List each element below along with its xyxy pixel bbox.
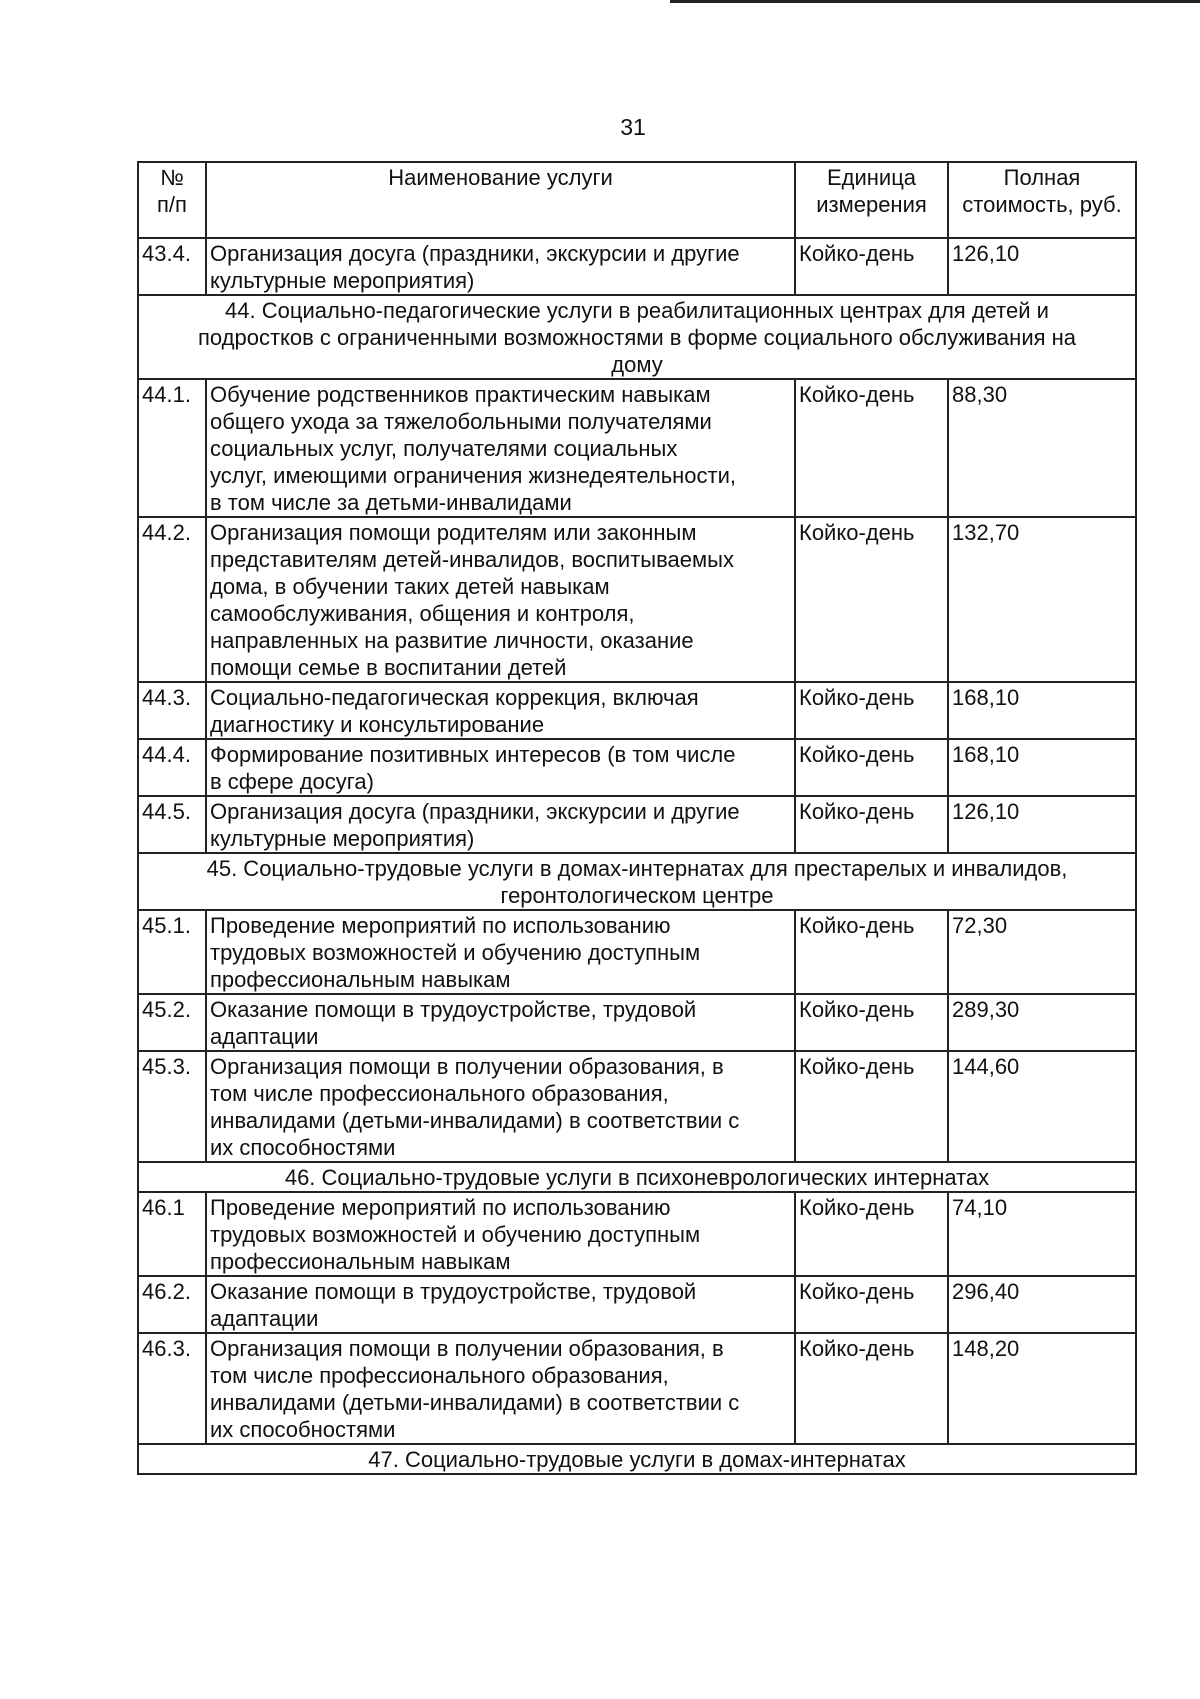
service-name-line: инвалидами (детьми-инвалидами) в соответствии с bbox=[210, 1390, 740, 1415]
service-name bbox=[206, 994, 795, 1051]
section-heading-line: 46. Социально-трудовые услуги в психоневрологических интернатах bbox=[284, 1165, 990, 1190]
unit-cell: Койко-день bbox=[795, 1192, 948, 1276]
service-name-line: дома, в обучении таких детей навыкам bbox=[210, 574, 610, 599]
row-number: 44.2. bbox=[138, 517, 206, 682]
service-name bbox=[206, 1192, 795, 1276]
service-name-line: социальных услуг, получателями социальных bbox=[210, 436, 678, 461]
unit-cell: Койко-день bbox=[795, 910, 948, 994]
service-name-line: культурные мероприятия) bbox=[210, 826, 475, 851]
cost-cell: 296,40 bbox=[948, 1276, 1136, 1333]
table-row bbox=[138, 739, 1136, 796]
unit-cell: Койко-день bbox=[795, 739, 948, 796]
row-number: 45.1. bbox=[138, 910, 206, 994]
service-name-line: диагностику и консультирование bbox=[210, 712, 545, 737]
row-number: 45.2. bbox=[138, 994, 206, 1051]
cost-cell: 168,10 bbox=[948, 739, 1136, 796]
service-name-line: Формирование позитивных интересов (в том числе bbox=[210, 742, 736, 767]
service-name-line: общего ухода за тяжелобольными получателями bbox=[210, 409, 712, 434]
row-number: 44.5. bbox=[138, 796, 206, 853]
row-number: 44.4. bbox=[138, 739, 206, 796]
service-name-line: профессиональным навыкам bbox=[210, 1249, 511, 1274]
unit-cell: Койко-день bbox=[795, 1276, 948, 1333]
table-row bbox=[138, 379, 1136, 517]
service-name-line: Оказание помощи в трудоустройстве, трудовой bbox=[210, 1279, 697, 1304]
service-name-line: том числе профессионального образования, bbox=[210, 1081, 669, 1106]
service-name bbox=[206, 739, 795, 796]
section-heading-line: 47. Социально-трудовые услуги в домах-интернатах bbox=[368, 1447, 906, 1472]
service-name-line: Организация досуга (праздники, экскурсии и другие bbox=[210, 241, 740, 266]
table-header-row bbox=[138, 162, 1136, 238]
table-row bbox=[138, 238, 1136, 295]
service-name bbox=[206, 910, 795, 994]
section-heading-row bbox=[138, 295, 1136, 379]
table-body bbox=[138, 162, 1136, 1474]
cost-cell: 126,10 bbox=[948, 796, 1136, 853]
service-name-line: инвалидами (детьми-инвалидами) в соответствии с bbox=[210, 1108, 740, 1133]
service-name-line: том числе профессионального образования, bbox=[210, 1363, 669, 1388]
header-unit bbox=[795, 162, 948, 238]
unit-cell: Койко-день bbox=[795, 796, 948, 853]
service-name-line: профессиональным навыкам bbox=[210, 967, 511, 992]
section-heading bbox=[138, 295, 1136, 379]
cost-cell: 74,10 bbox=[948, 1192, 1136, 1276]
table-row bbox=[138, 517, 1136, 682]
section-heading-row bbox=[138, 1444, 1136, 1474]
section-heading-line: подростков с ограниченными возможностями в форме социального обслуживания на bbox=[197, 325, 1077, 350]
service-name bbox=[206, 517, 795, 682]
service-name-line: трудовых возможностей и обучению доступным bbox=[210, 940, 701, 965]
header-num-line: п/п bbox=[157, 192, 187, 217]
service-name bbox=[206, 796, 795, 853]
service-name-line: представителям детей-инвалидов, воспитываемых bbox=[210, 547, 734, 572]
service-name-line: адаптации bbox=[210, 1306, 319, 1331]
row-number: 44.3. bbox=[138, 682, 206, 739]
service-name bbox=[206, 1051, 795, 1162]
table-row bbox=[138, 1276, 1136, 1333]
service-name-line: услуг, имеющими ограничения жизнедеятельности, bbox=[210, 463, 737, 488]
unit-cell: Койко-день bbox=[795, 379, 948, 517]
service-name bbox=[206, 1333, 795, 1444]
table-row bbox=[138, 1051, 1136, 1162]
header-cost bbox=[948, 162, 1136, 238]
service-name-line: адаптации bbox=[210, 1024, 319, 1049]
header-name bbox=[206, 162, 795, 238]
service-name-line: Обучение родственников практическим навыкам bbox=[210, 382, 711, 407]
cost-cell: 148,20 bbox=[948, 1333, 1136, 1444]
header-num bbox=[138, 162, 206, 238]
service-name bbox=[206, 682, 795, 739]
cost-cell: 168,10 bbox=[948, 682, 1136, 739]
service-name bbox=[206, 1276, 795, 1333]
service-name-line: их способностями bbox=[210, 1135, 396, 1160]
section-heading-line: дому bbox=[611, 352, 663, 377]
service-name-line: направленных на развитие личности, оказание bbox=[210, 628, 694, 653]
section-heading-line: 45. Социально-трудовые услуги в домах-интернатах для престарелых и инвалидов, bbox=[206, 856, 1068, 881]
table-row bbox=[138, 1192, 1136, 1276]
section-heading-row bbox=[138, 1162, 1136, 1192]
cost-cell: 289,30 bbox=[948, 994, 1136, 1051]
service-name-line: их способностями bbox=[210, 1417, 396, 1442]
section-heading bbox=[138, 1162, 1136, 1192]
row-number: 45.3. bbox=[138, 1051, 206, 1162]
table-row bbox=[138, 1333, 1136, 1444]
header-unit-line: Единица bbox=[826, 165, 917, 190]
services-table bbox=[137, 161, 1137, 1475]
unit-cell: Койко-день bbox=[795, 1051, 948, 1162]
table-row bbox=[138, 994, 1136, 1051]
cost-cell: 88,30 bbox=[948, 379, 1136, 517]
row-number: 43.4. bbox=[138, 238, 206, 295]
service-name-line: помощи семье в воспитании детей bbox=[210, 655, 567, 680]
header-num-line: № bbox=[160, 165, 184, 190]
header-name-line: Наименование услуги bbox=[388, 165, 613, 190]
section-heading bbox=[138, 853, 1136, 910]
cost-cell: 132,70 bbox=[948, 517, 1136, 682]
unit-cell: Койко-день bbox=[795, 994, 948, 1051]
row-number: 46.3. bbox=[138, 1333, 206, 1444]
cost-cell: 144,60 bbox=[948, 1051, 1136, 1162]
unit-cell: Койко-день bbox=[795, 517, 948, 682]
row-number: 46.2. bbox=[138, 1276, 206, 1333]
section-heading-row bbox=[138, 853, 1136, 910]
page-number: 31 bbox=[620, 114, 646, 140]
section-heading-line: 44. Социально-педагогические услуги в реабилитационных центрах для детей и bbox=[225, 298, 1049, 323]
cost-cell: 72,30 bbox=[948, 910, 1136, 994]
table-row bbox=[138, 910, 1136, 994]
unit-cell: Койко-день bbox=[795, 1333, 948, 1444]
service-name-line: Организация помощи родителям или законным bbox=[210, 520, 697, 545]
scan-edge-line bbox=[670, 0, 1200, 3]
service-name-line: самообслуживания, общения и контроля, bbox=[210, 601, 635, 626]
service-name-line: трудовых возможностей и обучению доступным bbox=[210, 1222, 701, 1247]
service-name-line: в том числе за детьми-инвалидами bbox=[210, 490, 572, 515]
section-heading-line: геронтологическом центре bbox=[500, 883, 774, 908]
service-name-line: культурные мероприятия) bbox=[210, 268, 475, 293]
section-heading bbox=[138, 1444, 1136, 1474]
cost-cell: 126,10 bbox=[948, 238, 1136, 295]
service-name-line: Организация помощи в получении образования, в bbox=[210, 1054, 724, 1079]
row-number: 44.1. bbox=[138, 379, 206, 517]
header-cost-line: стоимость, руб. bbox=[962, 192, 1122, 217]
service-name-line: Социально-педагогическая коррекция, включая bbox=[210, 685, 699, 710]
service-name-line: Проведение мероприятий по использованию bbox=[210, 913, 671, 938]
service-name-line: Организация досуга (праздники, экскурсии и другие bbox=[210, 799, 740, 824]
unit-cell: Койко-день bbox=[795, 682, 948, 739]
row-number: 46.1 bbox=[138, 1192, 206, 1276]
service-name-line: Оказание помощи в трудоустройстве, трудовой bbox=[210, 997, 697, 1022]
table-row bbox=[138, 796, 1136, 853]
service-name-line: Организация помощи в получении образования, в bbox=[210, 1336, 724, 1361]
header-cost-line: Полная bbox=[1003, 165, 1081, 190]
service-name bbox=[206, 238, 795, 295]
unit-cell: Койко-день bbox=[795, 238, 948, 295]
service-name-line: в сфере досуга) bbox=[210, 769, 374, 794]
service-name bbox=[206, 379, 795, 517]
service-name-line: Проведение мероприятий по использованию bbox=[210, 1195, 671, 1220]
table-row bbox=[138, 682, 1136, 739]
header-unit-line: измерения bbox=[816, 192, 927, 217]
